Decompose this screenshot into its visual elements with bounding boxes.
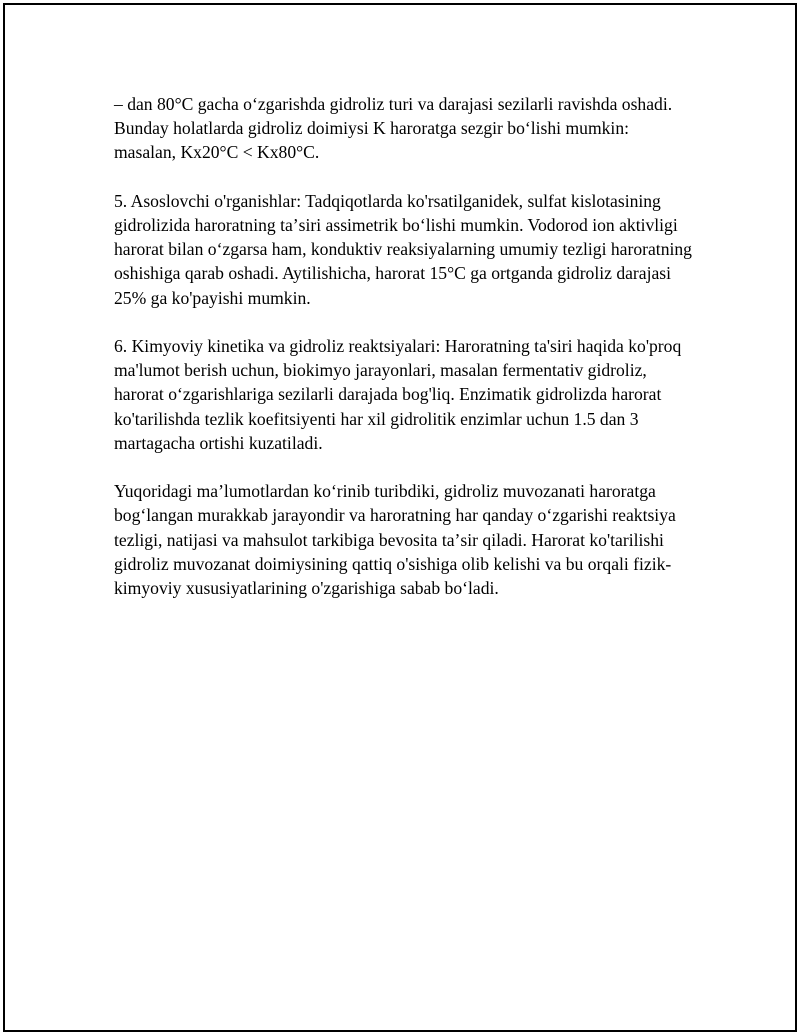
document-body [114, 92, 694, 624]
paragraph-basic-studies: 5. Asoslovchi o'rganishlar: Tadqiqotlarda ko'rsatilganidek, sulfat kislotasining gidrolizida haroratning taʼsiri assimetrik boʻlishi mumkin. Vodorod ion aktivligi harorat bilan oʻzgarsa ham, konduktiv reaksiyalarning umumiy tezligi haroratning oshishiga qarab oshadi. Aytilishicha, harorat 15°C ga ortganda gidroliz darajasi 25% ga ko'payishi mumkin. [114, 190, 692, 308]
paragraph-conclusion: Yuqoridagi maʼlumotlardan koʻrinib turibdiki, gidroliz muvozanati haroratga bogʻlangan murakkab jarayondir va haroratning har qanday oʻzgarishi reaktsiya tezligi, natijasi va mahsulot tarkibiga bevosita taʼsir qiladi. Harorat ko'tarilishi gidroliz muvozanat doimiysining qattiq o'sishiga olib kelishi va bu orqali fizik-kimyoviy xususiyatlarining o'zgarishiga sabab boʻladi. [114, 481, 676, 599]
paragraph-temperature-intro: – dan 80°C gacha oʻzgarishda gidroliz turi va darajasi sezilarli ravishda oshadi. Bunday holatlarda gidroliz doimiysi K haroratga sezgir boʻlishi mumkin: masalan, Kx20°C < Kx80°C. [114, 94, 673, 163]
paragraph-chemical-kinetics: 6. Kimyoviy kinetika va gidroliz reaktsiyalari: Haroratning ta'siri haqida ko'proq ma'lumot berish uchun, biokimyo jarayonlari, masalan fermentativ gidroliz, harorat oʻzgarishlariga sezilarli darajada bog'liq. Enzimatik gidrolizda harorat ko'tarilishda tezlik koefitsiyenti har xil gidrolitik enzimlar uchun 1.5 dan 3 martagacha ortishi kuzatiladi. [114, 336, 682, 453]
